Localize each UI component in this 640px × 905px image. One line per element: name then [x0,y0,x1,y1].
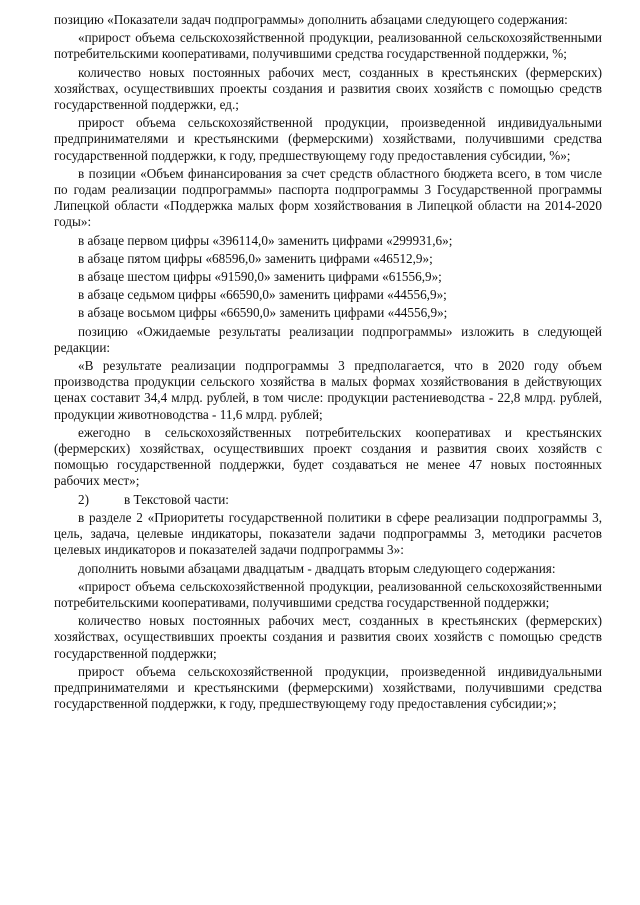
paragraph: позицию «Показатели задач подпрограммы» дополнить абзацами следующего содержания: [54,12,568,27]
paragraph: в абзаце седьмом цифры «66590,0» заменить цифрами «44556,9»; [78,287,447,303]
paragraph: в абзаце пятом цифры «68596,0» заменить цифрами «46512,9»; [78,250,433,266]
paragraph: «прирост объема сельскохозяйственной продукции, реализованной сельскохозяйственными потребительскими кооперативами, получившими средства государственной поддержки, %; [54,30,602,62]
paragraph: в абзаце восьмом цифры «66590,0» заменить цифрами «44556,9»; [78,305,448,321]
paragraph: количество новых постоянных рабочих мест, созданных в крестьянских (фермерских) хозяйствах, осуществивших проекты создания и развития своих хозяйств с помощью средств государственной поддержки; [54,613,602,661]
numbered-item [54,492,602,508]
paragraph: прирост объема сельскохозяйственной продукции, произведенной индивидуальными предпринимателями и крестьянскими (фермерскими) хозяйствами, получившими средства государственной поддержки, к году, предшествующему году предоставления субсидии, %»; [54,115,602,163]
item-number: 2) [78,491,89,507]
paragraph: позицию «Ожидаемые результаты реализации подпрограммы» изложить в следующей редакции: [54,323,602,355]
item-text: в Текстовой части: [124,491,229,507]
paragraph: количество новых постоянных рабочих мест, созданных в крестьянских (фермерских) хозяйствах, осуществивших проекты создания и развития своих хозяйств с помощью средств государственной поддержки, ед.; [54,64,602,113]
paragraph: в абзаце первом цифры «396114,0» заменить цифрами «299931,6»; [78,232,453,248]
paragraph: в абзаце шестом цифры «91590,0» заменить цифрами «61556,9»; [78,269,442,285]
paragraph: в позиции «Объем финансирования за счет средств областного бюджета всего, в том числе по годам реализации подпрограммы» паспорта подпрограммы 3 Государственной программы Липецкой области «Поддержка малых форм хозяйствования в Липецкой области на 2014-2020 годы»: [54,165,602,230]
document-page [54,12,602,714]
paragraph: «прирост объема сельскохозяйственной продукции, реализованной сельскохозяйственными потребительскими кооперативами, получившими средства государственной поддержки; [54,578,602,610]
paragraph: «В результате реализации подпрограммы 3 предполагается, что в 2020 году объем производства продукции сельского хозяйства в малых формах хозяйствования в действующих ценах составит 34,4 млрд. рублей, в том числе: продукции растениеводства - 22,8 млрд. рублей, продукции животноводства - 11,6 млрд. рублей; [54,358,602,422]
paragraph: ежегодно в сельскохозяйственных потребительских кооперативах и крестьянских (фермерских) хозяйствах, осуществивших проект создания и развития своих хозяйств с помощью государственной поддержки, будет создаваться не менее 47 новых постоянных рабочих мест»; [54,424,602,489]
paragraph: в разделе 2 «Приоритеты государственной политики в сфере реализации подпрограммы 3, цель, задача, целевые индикаторы, показатели задачи подпрограммы 3, методики расчетов целевых индикаторов и показателей задачи подпрограммы 3»: [54,509,602,558]
paragraph: прирост объема сельскохозяйственной продукции, произведенной индивидуальными предпринимателями и крестьянскими (фермерскими) хозяйствами, получившими средства государственной поддержки, к году, предшествующему году предоставления субсидии;»; [54,663,602,712]
paragraph: дополнить новыми абзацами двадцатым - двадцать вторым следующего содержания: [78,560,556,576]
